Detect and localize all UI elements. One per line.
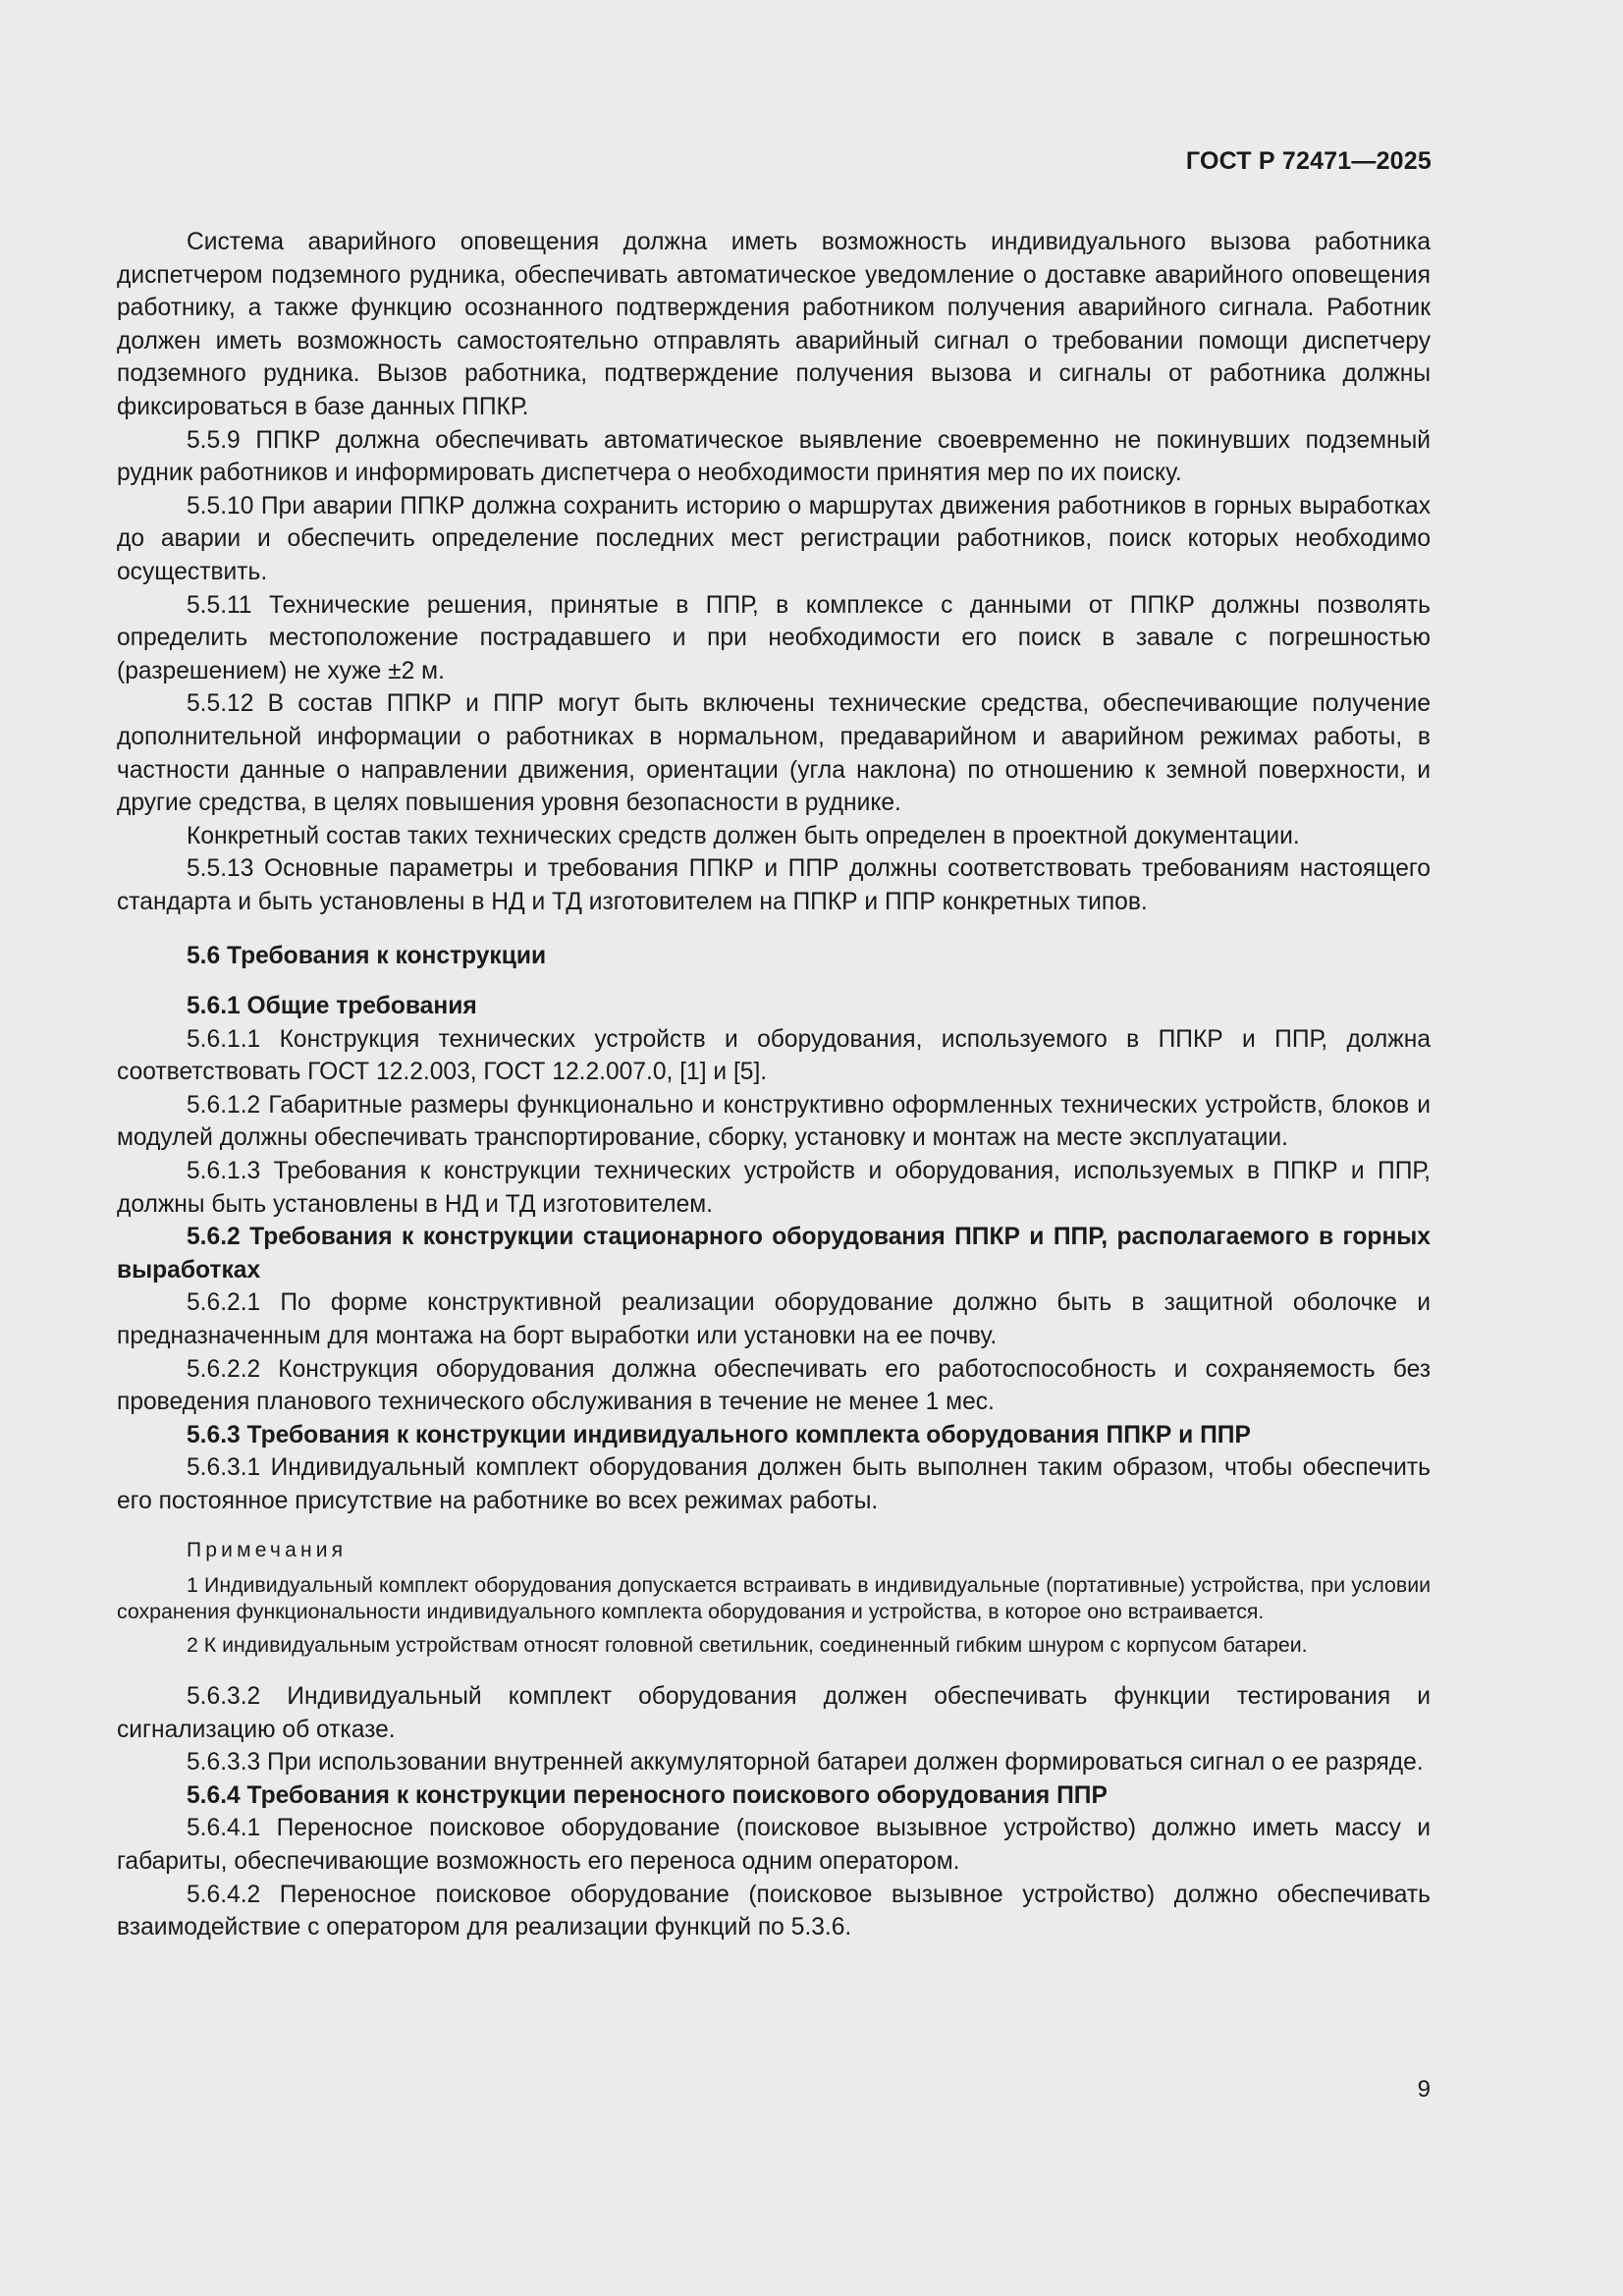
section-heading-5-6-4: 5.6.4 Требования к конструкции переносного поискового оборудования ППР	[187, 1781, 1108, 1809]
document-body	[117, 226, 1431, 1944]
document-id-header: ГОСТ Р 72471—2025	[1185, 147, 1432, 175]
paragraph-5-6-4-2: 5.6.4.2 Переносное поисковое оборудование (поисковое вызывное устройство) должно обеспечивать взаимодействие с оператором для реализации функций по 5.3.6.	[117, 1881, 1431, 1941]
section-heading-5-6-3: 5.6.3 Требования к конструкции индивидуального комплекта оборудования ППКР и ППР	[187, 1421, 1251, 1449]
paragraph-5-6-2-1: 5.6.2.1 По форме конструктивной реализации оборудование должно быть в защитной оболочке и предназначенным для монтажа на борт выработки или установки на ее почву.	[117, 1289, 1431, 1349]
paragraph-5-5-12: 5.5.12 В состав ППКР и ППР могут быть включены технические средства, обеспечивающие получение дополнительной информации о работниках в нормальном, предаварийном и аварийном режимах работы, в частности данные о направлении движения, ориентации (угла наклона) по отношению к земной поверхности, и другие средства, в целях повышения уровня безопасности в руднике.	[117, 690, 1431, 817]
paragraph-5-5-12-continued: Конкретный состав таких технических средств должен быть определен в проектной документации.	[187, 822, 1300, 849]
paragraph-5-6-3-2: 5.6.3.2 Индивидуальный комплект оборудования должен обеспечивать функции тестирования и сигнализацию об отказе.	[117, 1683, 1431, 1743]
note-2: 2 К индивидуальным устройствам относят головной светильник, соединенный гибким шнуром с корпусом батареи.	[187, 1632, 1308, 1657]
paragraph-5-6-1-3: 5.6.1.3 Требования к конструкции технических устройств и оборудования, используемых в ППКР и ППР, должны быть установлены в НД и ТД изготовителем.	[117, 1158, 1431, 1218]
note-1: 1 Индивидуальный комплект оборудования допускается встраивать в индивидуальные (портативные) устройства, при условии сохранения функциональности индивидуального комплекта оборудования и устройства, в которое оно встраивается.	[117, 1572, 1431, 1624]
notes-heading: Примечания	[187, 1538, 348, 1561]
paragraph-5-5-10: 5.5.10 При аварии ППКР должна сохранить историю о маршрутах движения работников в горных выработках до аварии и обеспечить определение последних мест регистрации работников, поиск которых необходимо осуществить.	[117, 492, 1431, 585]
section-heading-5-6-2: 5.6.2 Требования к конструкции стационарного оборудования ППКР и ППР, располагаемого в горных выработках	[117, 1224, 1431, 1284]
paragraph-5-5-13: 5.5.13 Основные параметры и требования ППКР и ППР должны соответствовать требованиям настоящего стандарта и быть установлены в НД и ТД изготовителем на ППКР и ППР конкретных типов.	[117, 855, 1431, 915]
page-number: 9	[1417, 2076, 1431, 2103]
paragraph-5-5-11: 5.5.11 Технические решения, принятые в ППР, в комплексе с данными от ППКР должны позволять определить местоположение пострадавшего и при необходимости его поиск в завале с погрешностью (разрешением) не хуже ±2 м.	[117, 591, 1431, 684]
paragraph-5-6-3-3: 5.6.3.3 При использовании внутренней аккумуляторной батареи должен формироваться сигнал о ее разряде.	[187, 1749, 1424, 1777]
paragraph-5-6-3-1: 5.6.3.1 Индивидуальный комплект оборудования должен быть выполнен таким образом, чтобы обеспечить его постоянное присутствие на работнике во всех режимах работы.	[117, 1454, 1431, 1514]
section-heading-5-6-1: 5.6.1 Общие требования	[187, 993, 477, 1020]
paragraph-5-6-1-2: 5.6.1.2 Габаритные размеры функционально и конструктивно оформленных технических устройств, блоков и модулей должны обеспечивать транспортирование, сборку, установку и монтаж на месте эксплуатации.	[117, 1091, 1431, 1152]
paragraph-5-6-1-1: 5.6.1.1 Конструкция технических устройств и оборудования, используемого в ППКР и ППР, должна соответствовать ГОСТ 12.2.003, ГОСТ 12.2.007.0, [1] и [5].	[117, 1025, 1431, 1086]
section-heading-5-6: 5.6 Требования к конструкции	[187, 943, 547, 970]
paragraph-5-6-2-2: 5.6.2.2 Конструкция оборудования должна обеспечивать его работоспособность и сохраняемость без проведения планового технического обслуживания в течение не менее 1 мес.	[117, 1355, 1431, 1416]
paragraph-5-6-4-1: 5.6.4.1 Переносное поисковое оборудование (поисковое вызывное устройство) должно иметь массу и габариты, обеспечивающие возможность его переноса одним оператором.	[117, 1815, 1431, 1876]
paragraph-5-5-9: 5.5.9 ППКР должна обеспечивать автоматическое выявление своевременно не покинувших подземный рудник работников и информировать диспетчера о необходимости принятия мер по их поиску.	[117, 426, 1431, 487]
paragraph-alert-system: Система аварийного оповещения должна иметь возможность индивидуального вызова работника диспетчером подземного рудника, обеспечивать автоматическое уведомление о доставке аварийного оповещения работнику, а также функцию осознанного подтверждения работником получения аварийного сигнала. Работник должен иметь возможность самостоятельно отправлять аварийный сигнал о требовании помощи диспетчеру подземного рудника. Вызов работника, подтверждение получения вызова и сигналы от работника должны фиксироваться в базе данных ППКР.	[117, 229, 1431, 420]
